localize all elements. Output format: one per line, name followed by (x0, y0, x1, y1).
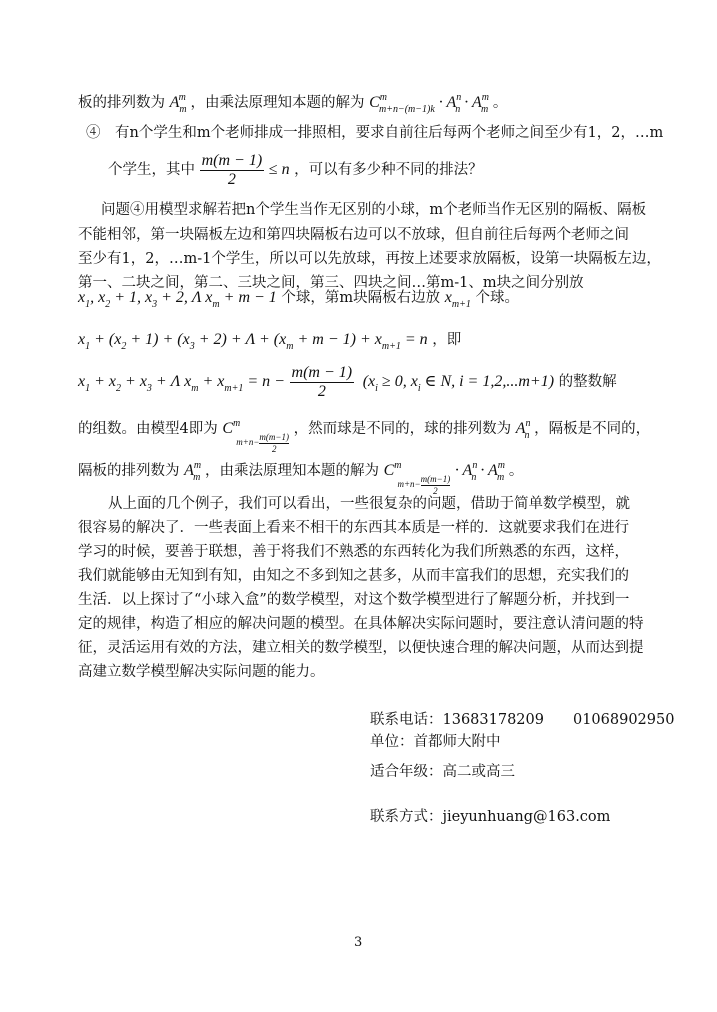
paragraph-line: 第一、二块之间，第二、三块之间，第三、四块之间…第m-1、m块之间分别放 (78, 275, 584, 291)
text-segment: 板的排列数为 (78, 95, 165, 111)
formula: $C^m$ (383, 460, 402, 479)
text-segment: 个球。 (475, 290, 519, 306)
conclusion-line: 生活．以上探讨了“小球入盒”的数学模型，对这个数学模型进行了解题分析，并找到一 (78, 592, 630, 608)
text-segment: 的组数。由模型4即为 (78, 421, 218, 437)
formula: $x_1$, $x_2 + 1$, $x_3 + 2$, Λ $x_m + m - 1$ (78, 289, 277, 310)
text-line-1 (78, 88, 648, 120)
formula: $x_1 + x_2 + x_3 + \Lambda$ $x_m + x_{m+1} = n$ − (78, 373, 285, 394)
formula: ≤ n (268, 161, 290, 178)
text-segment: 个学生，其中 (108, 162, 195, 178)
conclusion-line: 从上面的几个例子，我们可以看出，一些很复杂的问题，借助于简单数学模型，就 (108, 496, 630, 512)
text-segment: 。 (492, 95, 508, 111)
contact-unit: 单位：首都师大附中 (370, 734, 501, 750)
conclusion-line: 高建立数学模型解决实际问题的能力。 (78, 664, 325, 680)
formula-line (78, 288, 648, 315)
conclusion-line: 学习的时候，要善于联想，善于将我们不熟悉的东西转化为我们所熟悉的东西，这样， (78, 544, 629, 560)
contact-phone: 联系电话：13683178209 01068902950 (370, 712, 675, 728)
text-segment: ，可以有多少种不同的排法？ (294, 162, 483, 178)
page-number: 3 (354, 935, 363, 950)
formula-subscript: m+n− $\frac{m(m-1)}{2}$ (236, 431, 289, 454)
question-4-line-1: ④ 有n个学生和m个老师排成一排照相，要求自前往后每两个老师之间至少有1，2，…m (86, 125, 664, 141)
fraction-formula: $\frac{m(m - 1)}{2}$ (291, 363, 353, 400)
formula: $C^m_{m+n-(m-1)k} \cdot A^n_n \cdot A^m_m$ (369, 92, 489, 115)
formula-subscript: m+n− $\frac{m(m-1)}{2}$ (397, 473, 451, 496)
formula: $A^n_n$ (515, 418, 531, 441)
formula: · $A^n_n \cdot A^m_m$ (454, 460, 506, 483)
contact-email: 联系方式：jieyunhuang@163.com (370, 809, 611, 825)
conclusion-line: 很容易的解决了．一些表面上看来不相干的东西其本质是一样的．这就要求我们在进行 (78, 520, 629, 536)
question-4-line-2 (108, 150, 678, 190)
conclusion-line: 我们就能够由无知到有知，由知之不多到知之甚多，从而丰富我们的思想，充实我们的 (78, 568, 629, 584)
paragraph-line: 不能相邻，第一块隔板左边和第四块隔板右边可以不放球，但自前往后每两个老师之间 (78, 227, 629, 243)
equation-line-1 (78, 330, 648, 357)
text-segment: 个球，第m块隔板右边放 (281, 290, 441, 306)
conclusion-line: 征，灵活运用有效的方法，建立相关的数学模型，以便快速合理的解决问题，从而达到提 (78, 640, 644, 656)
paragraph-line: 至少有1，2，…m-1个学生，所以可以先放球，再按上述要求放隔板，设第一块隔板左边， (78, 251, 661, 267)
text-segment: ，由乘法原理知本题的解为 (204, 463, 379, 479)
fraction-formula: $\frac{m(m - 1)}{2}$ (201, 151, 263, 188)
text-segment: ，由乘法原理知本题的解为 (190, 95, 365, 111)
formula: $A_m^m$ (169, 92, 187, 115)
contact-grade: 适合年级：高二或高三 (370, 764, 515, 780)
conclusion-line: 定的规律，构造了相应的解决问题的模型。在具体解决实际问题时，要注意认清问题的特 (78, 616, 644, 632)
formula: $A^m_m$ (184, 460, 202, 483)
formula: ($x_i \ge 0$, $x_i$ ∈ N, i = 1,2,...m+1) (358, 373, 555, 394)
text-line-9 (78, 452, 648, 496)
text-segment: 的整数解 (558, 374, 617, 390)
formula: $x_1 + (x_2 + 1) + (x_3 + 2) + \Lambda + (x_m + m - 1) + x_{m+1} = n$ (78, 331, 428, 352)
text-line-8 (78, 410, 651, 454)
equation-line-2 (78, 362, 648, 409)
formula: $x_{m+1}$ (444, 289, 471, 310)
text-segment: ，然而球是不同的，球的排列数为 (293, 421, 512, 437)
text-segment: 。 (508, 463, 524, 479)
text-segment: ，隔板是不同的， (534, 421, 651, 437)
text-segment: 隔板的排列数为 (78, 463, 180, 479)
text-segment: ，即 (432, 332, 462, 348)
paragraph-line: 问题④用模型求解若把n个学生当作无区别的小球，m个老师当作无区别的隔板、隔板 (101, 202, 647, 218)
formula: $C^m$ (222, 418, 241, 437)
